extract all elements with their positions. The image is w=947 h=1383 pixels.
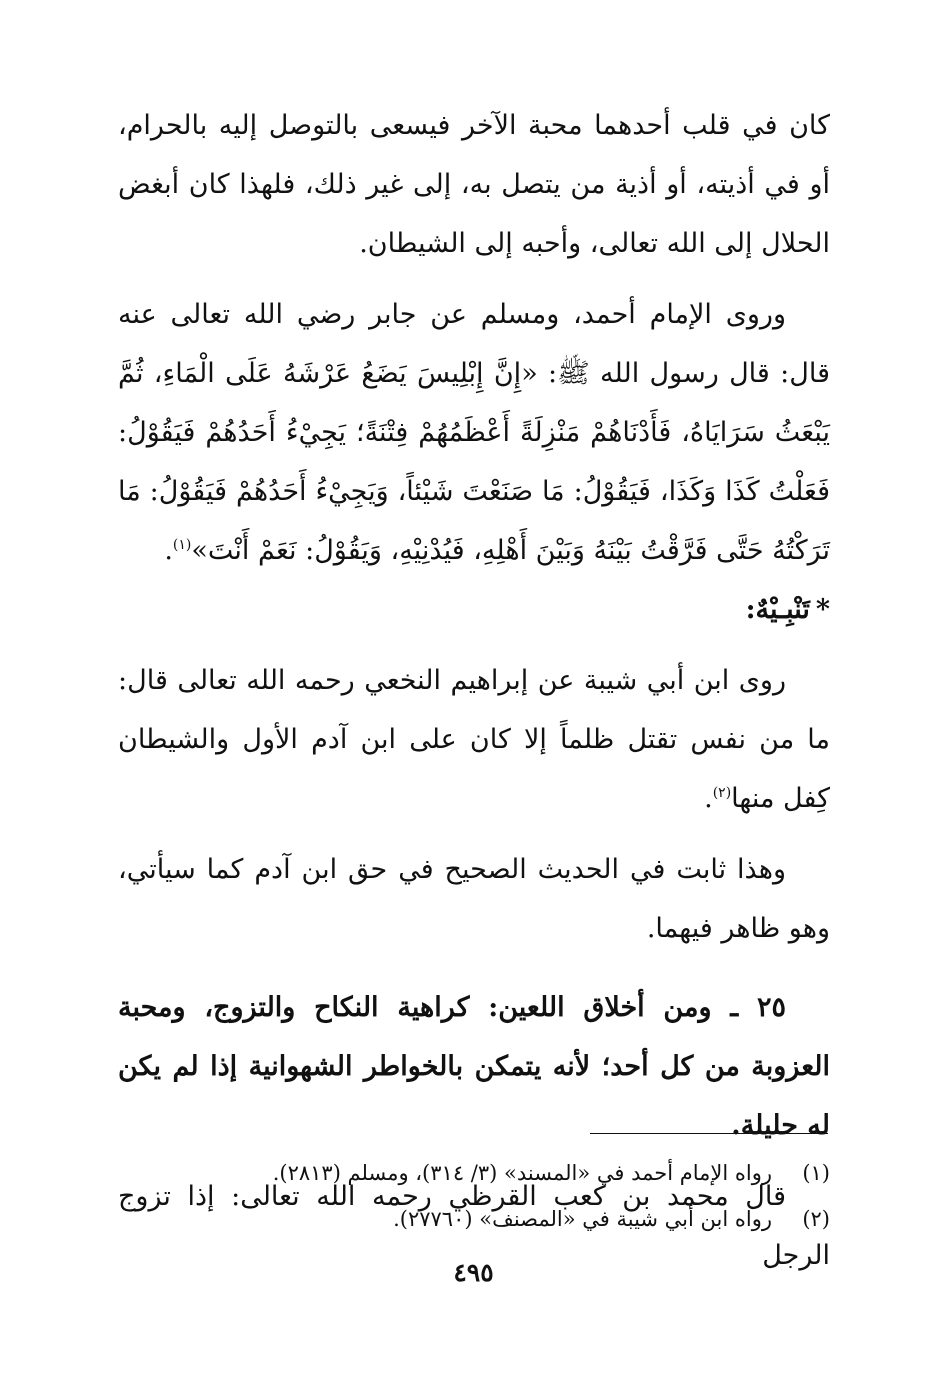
paragraph-4 <box>118 840 830 958</box>
notice-heading <box>118 580 830 639</box>
footnote-2 <box>118 1196 830 1242</box>
footnote-1 <box>118 1150 830 1196</box>
paragraph-2-text: وروى الإمام أحمد، ومسلم عن جابر رضي الله تعالى عنه قال: قال رسول الله ﷺ: «إِنَّ إِبْلِيسَ يَضَعُ عَرْشَهُ عَلَى الْمَاءِ، ثُمَّ يَبْعَثُ سَرَايَاهُ، فَأَدْنَاهُمْ مَنْزِلَةً أَعْظَمُهُمْ فِتْنَةً؛ يَجِيْءُ أَحَدُهُمْ فَيَقُوْلُ: فَعَلْتُ كَذَا وَكَذَا، فَيَقُوْلُ: مَا صَنَعْتَ شَيْئاً، وَيَجِيْءُ أَحَدُهُمْ فَيَقُوْلُ: مَا تَرَكْتُهُ حَتَّى فَرَّقْتُ بَيْنَهُ وَبَيْنَ أَهْلِهِ، فَيُدْنِيْهِ، وَيَقُوْلُ: نَعَمْ أَنْتَ» <box>118 299 830 566</box>
footnote-1-number: (١) <box>802 1161 830 1185</box>
footnote-ref-1: (١) <box>172 537 192 553</box>
paragraph-4-text: وهذا ثابت في الحديث الصحيح في حق ابن آدم كما سيأتي، وهو ظاهر فيهما. <box>118 854 830 944</box>
main-text <box>118 96 830 1285</box>
paragraph-6-text: قال محمد بن كعب القرظي رحمه الله تعالى: إذا تزوج الرجل <box>118 1181 830 1271</box>
section-25-heading <box>118 978 830 1155</box>
footnote-ref-2: (٢) <box>712 785 732 801</box>
star-icon: * <box>815 594 830 625</box>
footnote-1-text: رواه الإمام أحمد في «المسند» (٣/ ٣١٤)، ومسلم (٢٨١٣). <box>272 1161 772 1185</box>
paragraph-1-text: كان في قلب أحدهما محبة الآخر فيسعى بالتوصل إليه بالحرام، أو في أذيته، أو أذية من يتصل به، إلى غير ذلك، فلهذا كان أبغض الحلال إلى الله تعالى، وأحبه إلى الشيطان. <box>118 110 830 259</box>
footnote-2-number: (٢) <box>802 1207 830 1231</box>
page-number: ٤٩٥ <box>453 1258 494 1287</box>
footnotes <box>118 1150 830 1242</box>
notice-label: تَنْبِـيْهٌ: <box>745 594 810 625</box>
end-dot: . <box>164 535 173 566</box>
paragraph-3-text: روى ابن أبي شيبة عن إبراهيم النخعي رحمه الله تعالى قال: ما من نفس تقتل ظلماً إلا كان على ابن آدم الأول والشيطان كِفل منها <box>118 665 830 814</box>
end-dot: . <box>704 783 713 814</box>
section-25-text: ٢٥ ـ ومن أخلاق اللعين: كراهية النكاح والتزوج، ومحبة العزوبة من كل أحد؛ لأنه يتمكن بالخواطر الشهوانية إذا لم يكن له حليلة. <box>118 992 830 1141</box>
paragraph-2-hadith <box>118 285 830 580</box>
paragraph-1 <box>118 96 830 273</box>
footnote-divider <box>590 1133 828 1134</box>
footnote-2-text: رواه ابن أبي شيبة في «المصنف» (٢٧٧٦٠). <box>393 1207 772 1231</box>
paragraph-3 <box>118 651 830 828</box>
